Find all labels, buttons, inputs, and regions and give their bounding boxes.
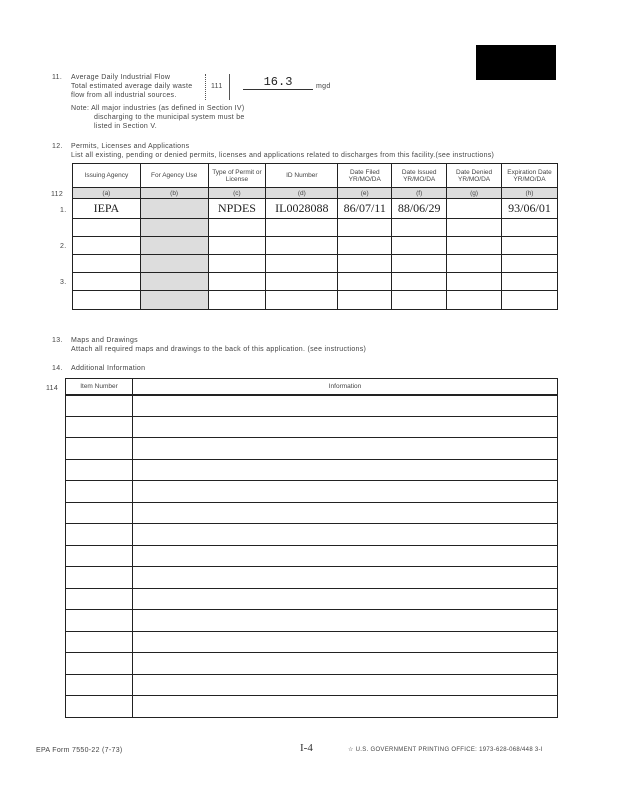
issuing-agency-cell: IEPA <box>73 199 141 219</box>
column-letter: (f) <box>392 188 447 199</box>
permits-table <box>72 163 558 310</box>
table-row <box>66 416 558 438</box>
information-cell <box>133 502 558 524</box>
column-letter: (a) <box>73 188 141 199</box>
flow-unit: mgd <box>316 83 331 90</box>
table-header-row <box>66 379 558 395</box>
column-letter: (c) <box>208 188 266 199</box>
section-13-title: Maps and Drawings <box>71 337 138 344</box>
table-row <box>66 610 558 632</box>
header-cell: Expiration Date YR/MO/DA <box>502 164 558 188</box>
item-number-cell <box>66 481 133 503</box>
table-row <box>66 567 558 589</box>
table-row <box>66 631 558 653</box>
date-issued-cell: 88/06/29 <box>392 199 447 219</box>
printer-note: ☆ U.S. GOVERNMENT PRINTING OFFICE: 1973-628-068/448 3-I <box>348 747 543 753</box>
item-number-cell <box>66 653 133 675</box>
column-letter: (g) <box>447 188 502 199</box>
item-code: 114 <box>46 385 59 392</box>
redaction-box <box>476 45 556 80</box>
section-14-number: 14. <box>52 365 63 372</box>
section-13-number: 13. <box>52 337 63 344</box>
information-cell <box>133 481 558 503</box>
item-number-cell <box>66 395 133 417</box>
item-number-cell <box>66 459 133 481</box>
form-number: EPA Form 7550-22 (7-73) <box>36 747 123 754</box>
item-number-cell <box>66 416 133 438</box>
information-cell <box>133 610 558 632</box>
expiration-date-cell: 93/06/01 <box>502 199 558 219</box>
item-number-cell <box>66 674 133 696</box>
header-cell: Date Issued YR/MO/DA <box>392 164 447 188</box>
information-cell <box>133 588 558 610</box>
table-row <box>66 524 558 546</box>
header-cell: Date Denied YR/MO/DA <box>447 164 502 188</box>
item-code: 112 <box>51 191 64 198</box>
agency-use-cell <box>140 199 208 219</box>
section-11-number: 11. <box>52 74 63 81</box>
information-cell <box>133 653 558 675</box>
table-row <box>66 696 558 718</box>
table-row <box>66 438 558 460</box>
information-cell <box>133 524 558 546</box>
information-cell <box>133 631 558 653</box>
item-number-cell <box>66 545 133 567</box>
item-number-cell <box>66 524 133 546</box>
table-row <box>66 588 558 610</box>
item-code: 111 <box>211 83 223 90</box>
industrial-flow-value: 16.3 <box>243 75 313 90</box>
item-number-cell <box>66 588 133 610</box>
information-cell <box>133 416 558 438</box>
column-letter-row <box>73 188 558 199</box>
item-number-cell <box>66 502 133 524</box>
table-row <box>66 653 558 675</box>
column-letter: (b) <box>140 188 208 199</box>
item-number-cell <box>66 610 133 632</box>
table-row <box>73 255 558 273</box>
header-cell: For Agency Use <box>140 164 208 188</box>
section-13-desc: Attach all required maps and drawings to the back of this application. (see instructions) <box>71 346 367 353</box>
page-number: I-4 <box>300 742 313 754</box>
table-row <box>66 674 558 696</box>
table-header-row <box>73 164 558 188</box>
note: listed in Section V. <box>94 123 157 130</box>
row-number: 1. <box>60 207 67 214</box>
information-cell <box>133 567 558 589</box>
note: Note: All major industries (as defined in Section IV) <box>71 105 245 112</box>
table-row <box>66 459 558 481</box>
table-row <box>66 545 558 567</box>
id-number-cell: IL0028088 <box>266 199 338 219</box>
information-cell <box>133 696 558 718</box>
information-cell <box>133 395 558 417</box>
information-cell <box>133 459 558 481</box>
column-letter: (e) <box>338 188 392 199</box>
table-row <box>73 273 558 291</box>
note: discharging to the municipal system must be <box>94 114 245 121</box>
permit-type-cell: NPDES <box>208 199 266 219</box>
header-cell: Date Filed YR/MO/DA <box>338 164 392 188</box>
table-row <box>73 237 558 255</box>
section-12-number: 12. <box>52 143 63 150</box>
table-row <box>73 291 558 310</box>
information-cell <box>133 674 558 696</box>
header-cell: Issuing Agency <box>73 164 141 188</box>
table-row <box>66 395 558 417</box>
header-cell: Item Number <box>66 379 133 395</box>
section-12-desc: List all existing, pending or denied permits, licenses and applications related to discharges from this facility.(see instructions) <box>71 152 495 159</box>
header-cell: Information <box>133 379 558 395</box>
section-12-title: Permits, Licenses and Applications <box>71 143 190 150</box>
item-number-cell <box>66 567 133 589</box>
column-letter: (h) <box>502 188 558 199</box>
section-11-desc: Total estimated average daily waste <box>71 83 193 90</box>
section-11-title: Average Daily Industrial Flow <box>71 74 171 81</box>
column-letter: (d) <box>266 188 338 199</box>
item-number-cell <box>66 696 133 718</box>
section-14-title: Additional Information <box>71 365 146 372</box>
row-number: 3. <box>60 279 67 286</box>
table-row <box>66 502 558 524</box>
date-filed-cell: 86/07/11 <box>338 199 392 219</box>
header-cell: Type of Permit or License <box>208 164 266 188</box>
section-11-desc: flow from all industrial sources. <box>71 92 177 99</box>
header-cell: ID Number <box>266 164 338 188</box>
date-denied-cell <box>447 199 502 219</box>
table-row <box>66 481 558 503</box>
table-row <box>73 219 558 237</box>
information-cell <box>133 438 558 460</box>
item-number-cell <box>66 631 133 653</box>
item-number-cell <box>66 438 133 460</box>
row-number: 2. <box>60 243 67 250</box>
table-row <box>73 199 558 219</box>
additional-info-table <box>65 378 558 718</box>
information-cell <box>133 545 558 567</box>
